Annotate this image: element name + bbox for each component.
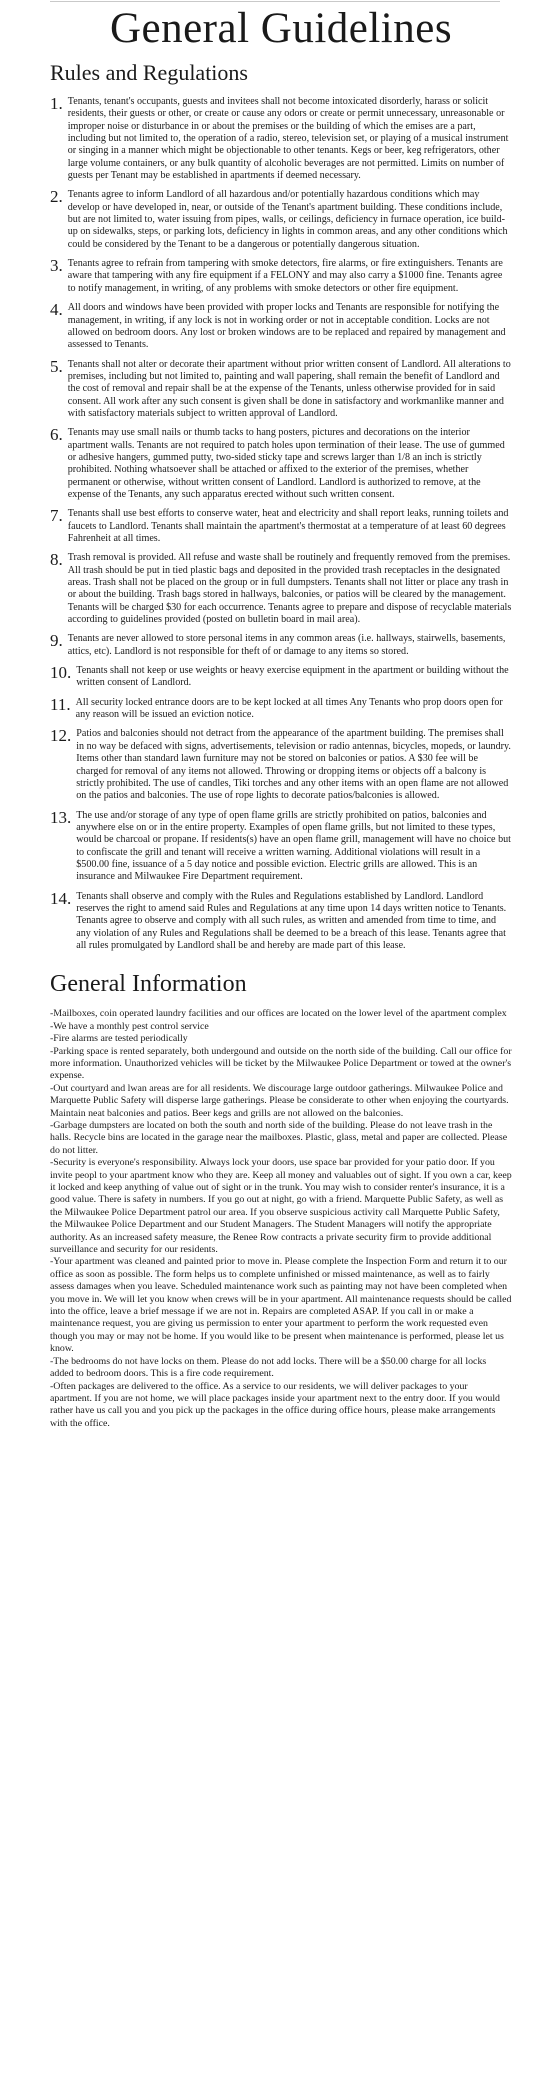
info-list-item: -Fire alarms are tested periodically xyxy=(50,1033,188,1045)
rule-text: Tenants shall not keep or use weights or heavy exercise equipment in the apartment or building without the written consent of Landlord. xyxy=(76,665,509,689)
info-list-item: -Garbage dumpsters are located on both the south and north side of the building. Please do not leave trash in the halls. Recycle bins are located in the garage near the mailboxes. Plastic, glass, metal and paper are collected. Please do not litter. xyxy=(50,1119,508,1156)
rule-text: Tenants, tenant's occupants, guests and invitees shall not become intoxicated disorderly, harass or solicit residents, their guests or other, or create or cause any odors or create or permit unnecessary, unreasonable or improper noise or disturbance in or about the premises or the building of which the emises are a part, including but not limited to, the operation of a radio, stereo, television set, or playing of a musical instrument or singing in a manner which might be objectionable to other tenants. Kegs or beer, keg refrigerators, other large volume containers, or any bulk quantity of alcoholic beverages are not permitted. Limits on number of guests per Tenant may be established in apartments if deemed necessary. xyxy=(67,96,509,182)
rule-number: 13. xyxy=(50,807,72,827)
rule-number: 2. xyxy=(50,187,63,207)
rule-text: Tenants agree to refrain from tampering with smoke detectors, fire alarms, or fire extinguishers. Tenants are aware that tampering with any fire equipment if a FELONY and may also carry a $1000 fine. Tenants agree to notify management, in writing, of any problems with smoke detectors or other fire equipment. xyxy=(67,258,503,294)
info-list-item: -Mailboxes, coin operated laundry facilities and our offices are located on the lower level of the apartment complex xyxy=(50,1008,507,1020)
rule-number: 3. xyxy=(50,256,63,276)
rule-number: 14. xyxy=(50,888,72,908)
rule-number: 11. xyxy=(50,694,71,714)
info-list-item: -Security is everyone's responsibility. Always lock your doors, use space bar provided for your patio door. If you invite peopl to your apartment know who they are. Keep all money and valuables out of sight. If you own a car, keep it locked and keep anything of value out of sight or in the trunk. You may wish to consider renter's insurance, it is a good value. There is safety in numbers. If you go out at night, go with a friend. Marquette Public Safety, as well as the Milwaukee Police Department patrol our area. If you observe suspicious activity call Marquette Public Safety, the Milwaukee Police Department and our Student Managers. The Student Managers will notify the appropriate authority. As an increased safety measure, the Renee Row contracts a private security firm to provide additional surveillance and security for our residents. xyxy=(50,1157,512,1256)
rule-item xyxy=(50,807,512,884)
info-list xyxy=(50,1008,512,1430)
rule-text: Trash removal is provided. All refuse and waste shall be routinely and frequently removed from the premises. All trash should be put in tied plastic bags and deposited in the provided trash receptacles in the designated areas. Trash shall not be placed on the group or in full dumpsters. Tenants shall not litter or place any trash in or about the building. Trash bags stored in hallways, balconies, or patios will be cleared by the management. Tenants will be charged $30 for each occurrence. Tenants agree to prepare and dispose of recyclable materials according to guidelines provided (posted on bulletin board in mail area). xyxy=(67,552,512,626)
rule-item xyxy=(50,96,512,182)
rule-number: 6. xyxy=(50,425,63,445)
rule-number: 8. xyxy=(50,550,63,570)
rule-item xyxy=(50,888,512,953)
rule-text: Tenants shall not alter or decorate their apartment without prior written consent of Landlord. All alterations to premises, including but not limited to, painting and wall papering, shall remain the benefit of Landlord and the cost of removal and repair shall be at the expense of the Tenants, unless otherwise provided for in said consent. All work after any such consent is given shall be done in satisfactory and workmanlike manner and with satisfactory materials subject to written approval of Landlord. xyxy=(67,358,511,419)
rule-item xyxy=(50,302,512,351)
info-list-item: -Your apartment was cleaned and painted prior to move in. Please complete the Inspection Form and return it to our office as soon as possible. The form helps us to complete unfinished or missed maintenance, as well as to fairly assess damages when you leave. Scheduled maintenance work such as painting may not have been completed when you move in. We will let you know when crews will be in your apartment. All maintenance requests should be called into the office, leave a brief message if we are not in. Repairs are completed ASAP. If you call in or make a maintenance request, you are giving us permission to enter your apartment to perform the work requested even though you may or may not be home. If you would like to be present when maintenance is performed, please let us know. xyxy=(50,1256,512,1355)
rule-number: 12. xyxy=(50,726,72,746)
rule-text: Tenants may use small nails or thumb tacks to hang posters, pictures and decorations on the interior apartment walls. Tenants are not required to patch holes upon termination of their lease. The use of gummed or adhesive hangers, gummed putty, two-sided sticky tape and screws larger than 1/8 an inch is strictly prohibited. Nothing whatsoever shall be attached or affixed to the exterior of the premises, whether permanent or otherwise, without written consent of Landlord. Landlord is authorized to remove, at the expense of the Tenants, any such apparatus erected without such written consent. xyxy=(67,427,505,500)
info-list-item: -We have a monthly pest control service xyxy=(50,1020,209,1032)
rule-item xyxy=(50,552,512,626)
rule-item xyxy=(50,633,512,658)
rule-item xyxy=(50,665,512,690)
rules-heading: Rules and Regulations xyxy=(50,60,248,85)
rule-text: The use and/or storage of any type of open flame grills are strictly prohibited on patios, balconies and anywhere else on or in the entire property. Examples of open flame grills, but not limited to these types, would be charcoal or propane. If residents(s) have an open flame grill, management will have no choice but to confiscate the grill and tenant will receive a written warning. Additional violations will result in a $500.00 fine, issuance of a 5 day notice and possible eviction. Electric grills are allowed. This is an insurance and Milwaukee Fire Department requirement. xyxy=(76,809,511,883)
info-heading: General Information xyxy=(50,971,247,998)
rule-number: 10. xyxy=(50,663,72,683)
rule-text: Patios and balconies should not detract from the appearance of the apartment building. The premises shall in no way be defaced with signs, advertisements, television or radio antennas, bicycles, mopeds, or laundry. Items other than standard lawn furniture may not be stored on balconies or patios. A $30 fee will be charged for removal of any items not allowed. Throwing or dropping items or objects off a balcony is strictly prohibited. The use of candles, Tiki torches and any other items with an open flame are not allowed on the patios and balconies. The use of rope lights to decorate patios/balconies is allowed. xyxy=(76,728,511,802)
rule-item xyxy=(50,356,512,421)
rule-item xyxy=(50,694,512,722)
rule-number: 1. xyxy=(50,94,63,113)
info-list-item: -Out courtyard and lwan areas are for all residents. We discourage large outdoor gatherings. Milwaukee Police and Marquette Public Safety will disperse large gatherings. Please be considerate to other when enjoying the courtyards. Maintain neat balconies and patios. Beer kegs and grills are not allowed on the balconies. xyxy=(50,1082,509,1119)
rule-number: 9. xyxy=(50,631,63,651)
rule-number: 5. xyxy=(50,356,63,376)
rule-number: 4. xyxy=(50,300,63,320)
page-title: General Guidelines xyxy=(109,5,453,52)
rule-number: 7. xyxy=(50,506,63,526)
rule-item xyxy=(50,258,512,295)
info-list-item: -Parking space is rented separately, both undergound and outside on the north side of the building. Call our office for more information. Unauthorized vehicles will be ticket by the Milwaukee Police Department or towed at the owner's expense. xyxy=(50,1045,512,1082)
rule-text: Tenants shall observe and comply with the Rules and Regulations established by Landlord. Landlord reserves the right to amend said Rules and Regulations at any time upon 14 days written notice to Tenants. Tenants agree to observe and comply with all such rules, as written and amended from time to time, and any violation of any Rules and Regulations shall be deemed to be a breach of this lease. Tenants agree that all rules promulgated by Landlord shall be and hereby are made part of this lease. xyxy=(76,890,507,951)
info-list-item: -The bedrooms do not have locks on them. Please do not add locks. There will be a $50.00 charge for all locks added to bedroom doors. This is a fire code requirement. xyxy=(50,1355,487,1380)
info-list-item: -Often packages are delivered to the office. As a service to our residents, we will deliver packages to your apartment. If you are not home, we will place packages inside your apartment next to the entry door. If you would rather have us call you and you pick up the packages in the office during office hours, please make arrangements with the office. xyxy=(50,1380,500,1429)
rule-item xyxy=(50,427,512,501)
rule-text: Tenants are never allowed to store personal items in any common areas (i.e. hallways, stairwells, basements, attics, etc). Landlord is not responsible for theft of or damage to any items so stored. xyxy=(67,633,506,657)
rule-item xyxy=(50,508,512,545)
rule-text: Tenants shall use best efforts to conserve water, heat and electricity and shall report leaks, running toilets and faucets to Landlord. Tenants shall maintain the apartment's thermostat at a temperature of at least 60 degrees Fahrenheit at all times. xyxy=(67,508,509,544)
rules-list xyxy=(50,96,512,952)
top-divider xyxy=(50,1,500,2)
rule-item xyxy=(50,728,512,802)
rule-text: All doors and windows have been provided with proper locks and Tenants are responsible for notifying the management, in writing, if any lock is not in working order or not in acceptable condition. Locks are not allowed on bedroom doors. Any lost or broken windows are to be replaced and repaired by management and assessed to Tenants. xyxy=(67,302,506,351)
rule-text: All security locked entrance doors are to be kept locked at all times Any Tenants who prop doors open for any reason will be issued an eviction notice. xyxy=(75,696,503,721)
rule-text: Tenants agree to inform Landlord of all hazardous and/or potentially hazardous conditions which may develop or have developed in, near, or outside of the Tenant's apartment building. These conditions include, but are not limited to, water issuing from pipes, walls, or ceilings, deficiency in furnace operation, ice build-up on sidewalks, steps, or parking lots, deficiency in lights in common areas, and any other conditions which could be considered by the Tenant to be a dangerous or potentially dangerous situation. xyxy=(67,189,508,250)
rule-item xyxy=(50,189,512,251)
